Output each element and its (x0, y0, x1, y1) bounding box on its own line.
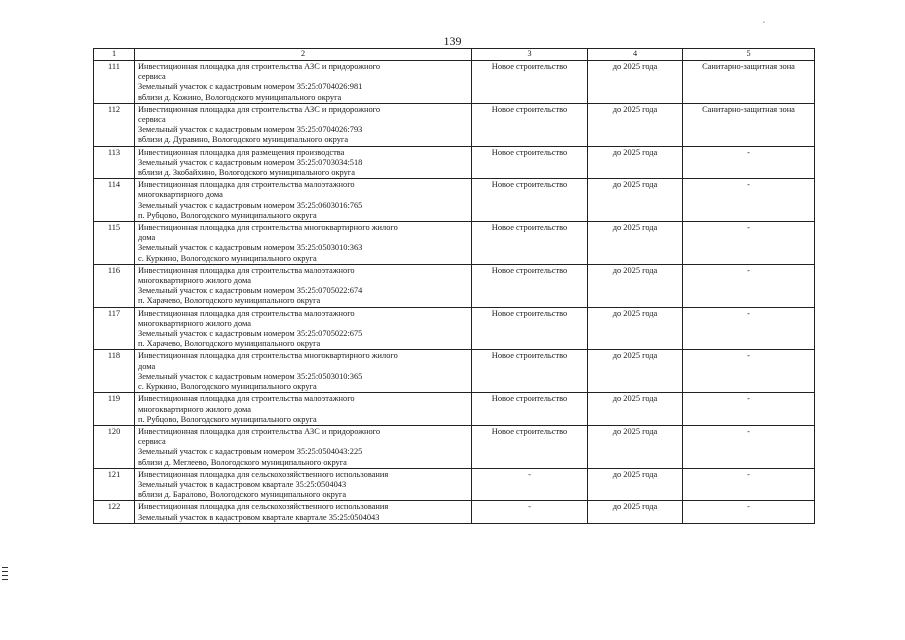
table-row (94, 103, 815, 146)
description-line: Земельный участок с кадастровым номером 35:25:0704026:981 (138, 82, 363, 92)
description-line: сервиса (138, 115, 166, 125)
construction-type: Новое строительство (472, 264, 588, 307)
description-line: многоквартирного жилого дома (138, 276, 251, 286)
site-description (135, 350, 472, 393)
implementation-term: до 2025 года (588, 179, 683, 222)
description-line: Инвестиционная площадка для сельскохозяйственного использования (138, 502, 389, 512)
construction-type: Новое строительство (472, 61, 588, 104)
description-line: Земельный участок в кадастровом квартале квартале 35:25:0504043 (138, 512, 380, 522)
table-row (94, 307, 815, 350)
description-line: Инвестиционная площадка для строительства малоэтажного (138, 394, 355, 404)
description-line: дома (138, 361, 156, 371)
construction-type: Новое строительство (472, 179, 588, 222)
site-description (135, 146, 472, 179)
zone-restriction: Санитарно-защитная зона (683, 103, 815, 146)
description-line: Земельный участок с кадастровым номером 35:25:0705022:674 (138, 286, 363, 296)
table-row (94, 425, 815, 468)
row-number: 115 (94, 222, 135, 265)
description-line: вблизи д. Дуравино, Вологодского муниципального округа (138, 135, 349, 145)
description-line: Инвестиционная площадка для строительства многоквартирного жилого (138, 223, 398, 233)
scan-edge-marks (2, 567, 8, 583)
zone-restriction: - (683, 393, 815, 426)
column-header: 5 (683, 49, 815, 61)
description-line: п. Рубцово, Вологодского муниципального округа (138, 414, 317, 424)
description-line: вблизи д. Баралово, Вологодского муниципального округа (138, 490, 347, 500)
implementation-term: до 2025 года (588, 264, 683, 307)
construction-type: Новое строительство (472, 393, 588, 426)
site-description (135, 307, 472, 350)
implementation-term: до 2025 года (588, 103, 683, 146)
row-number: 111 (94, 61, 135, 104)
table-row (94, 501, 815, 523)
construction-type: Новое строительство (472, 350, 588, 393)
description-line: многоквартирного дома (138, 190, 223, 200)
description-line: вблизи д. Меглеево, Вологодского муниципального округа (138, 457, 347, 467)
table-row (94, 146, 815, 179)
site-description (135, 103, 472, 146)
site-description (135, 222, 472, 265)
row-number: 112 (94, 103, 135, 146)
description-line: Инвестиционная площадка для строительства малоэтажного (138, 308, 355, 318)
table-body (94, 61, 815, 524)
construction-type: - (472, 501, 588, 523)
zone-restriction: - (683, 425, 815, 468)
site-description (135, 264, 472, 307)
implementation-term: до 2025 года (588, 350, 683, 393)
row-number: 118 (94, 350, 135, 393)
row-number: 113 (94, 146, 135, 179)
description-line: Земельный участок с кадастровым номером 35:25:0504043:225 (138, 447, 363, 457)
implementation-term: до 2025 года (588, 393, 683, 426)
construction-type: Новое строительство (472, 146, 588, 179)
table-row (94, 468, 815, 501)
description-line: вблизи д. Кожино, Вологодского муниципального округа (138, 92, 342, 102)
column-header: 4 (588, 49, 683, 61)
description-line: Инвестиционная площадка для строительства малоэтажного (138, 180, 355, 190)
description-line: с. Куркино, Вологодского муниципального округа (138, 253, 317, 263)
table-row (94, 222, 815, 265)
row-number: 121 (94, 468, 135, 501)
row-number: 117 (94, 307, 135, 350)
zone-restriction: - (683, 222, 815, 265)
description-line: сервиса (138, 72, 166, 82)
description-line: Земельный участок с кадастровым номером 35:25:0503010:365 (138, 371, 363, 381)
construction-type: Новое строительство (472, 307, 588, 350)
site-description (135, 425, 472, 468)
table-row (94, 179, 815, 222)
description-line: Земельный участок с кадастровым номером 35:25:0705022:675 (138, 329, 363, 339)
table-row (94, 264, 815, 307)
description-line: Земельный участок в кадастровом квартале 35:25:0504043 (138, 479, 347, 489)
column-header: 2 (135, 49, 472, 61)
description-line: Инвестиционная площадка для строительства АЗС и придорожного (138, 104, 381, 114)
description-line: Земельный участок с кадастровым номером 35:25:0503010:363 (138, 243, 363, 253)
zone-restriction: - (683, 264, 815, 307)
table-row (94, 393, 815, 426)
description-line: п. Рубцово, Вологодского муниципального округа (138, 210, 317, 220)
page-number: 139 (443, 34, 462, 48)
implementation-term: до 2025 года (588, 61, 683, 104)
table-row (94, 350, 815, 393)
row-number: 119 (94, 393, 135, 426)
description-line: п. Харачево, Вологодского муниципального округа (138, 296, 321, 306)
description-line: Инвестиционная площадка для размещения производства (138, 147, 345, 157)
implementation-term: до 2025 года (588, 222, 683, 265)
header-row (94, 49, 815, 61)
description-line: Инвестиционная площадка для строительства многоквартирного жилого (138, 351, 398, 361)
description-line: Инвестиционная площадка для строительства АЗС и придорожного (138, 62, 381, 71)
row-number: 122 (94, 501, 135, 523)
description-line: Земельный участок с кадастровым номером 35:25:0603016:765 (138, 200, 363, 210)
description-line: с. Куркино, Вологодского муниципального округа (138, 382, 317, 392)
implementation-term: до 2025 года (588, 468, 683, 501)
site-description (135, 393, 472, 426)
description-line: сервиса (138, 437, 166, 447)
description-line: Инвестиционная площадка для сельскохозяйственного использования (138, 469, 389, 479)
description-line: Инвестиционная площадка для строительства АЗС и придорожного (138, 426, 381, 436)
investment-sites-table (93, 48, 815, 524)
description-line: вблизи д. Зкобайхино, Вологодского муниципального округа (138, 168, 355, 178)
construction-type: - (472, 468, 588, 501)
scan-speck: • (763, 21, 765, 26)
table-row (94, 61, 815, 104)
site-description (135, 61, 472, 104)
zone-restriction: - (683, 468, 815, 501)
construction-type: Новое строительство (472, 103, 588, 146)
description-line: Земельный участок с кадастровым номером 35:25:0704026:793 (138, 125, 363, 135)
zone-restriction: - (683, 146, 815, 179)
column-header: 3 (472, 49, 588, 61)
implementation-term: до 2025 года (588, 501, 683, 523)
site-description (135, 501, 472, 523)
row-number: 120 (94, 425, 135, 468)
zone-restriction: - (683, 350, 815, 393)
implementation-term: до 2025 года (588, 307, 683, 350)
zone-restriction: - (683, 501, 815, 523)
column-header: 1 (94, 49, 135, 61)
construction-type: Новое строительство (472, 425, 588, 468)
construction-type: Новое строительство (472, 222, 588, 265)
zone-restriction: - (683, 307, 815, 350)
row-number: 116 (94, 264, 135, 307)
implementation-term: до 2025 года (588, 425, 683, 468)
description-line: п. Харачево, Вологодского муниципального округа (138, 339, 321, 349)
description-line: Земельный участок с кадастровым номером 35:25:0703034:518 (138, 157, 363, 167)
description-line: Инвестиционная площадка для строительства малоэтажного (138, 265, 355, 275)
zone-restriction: - (683, 179, 815, 222)
row-number: 114 (94, 179, 135, 222)
description-line: многоквартирного жилого дома (138, 318, 251, 328)
description-line: дома (138, 233, 156, 243)
zone-restriction: Санитарно-защитная зона (683, 61, 815, 104)
description-line: многоквартирного жилого дома (138, 404, 251, 414)
site-description (135, 468, 472, 501)
implementation-term: до 2025 года (588, 146, 683, 179)
site-description (135, 179, 472, 222)
